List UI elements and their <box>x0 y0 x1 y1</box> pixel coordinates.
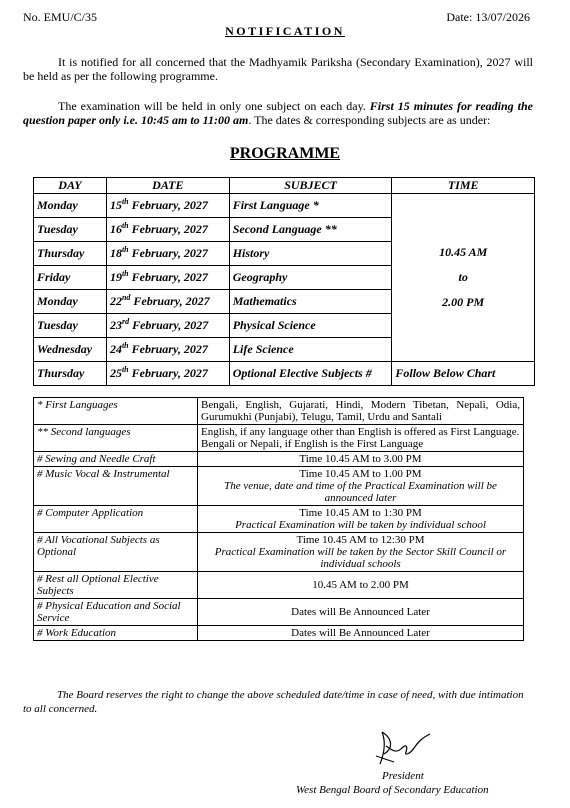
detail-row <box>34 452 524 467</box>
row-date: 25th February, 2027 <box>106 362 229 386</box>
row-time: Follow Below Chart <box>392 362 535 386</box>
detail-label: # All Vocational Subjects as Optional <box>34 533 198 572</box>
row-date: 18th February, 2027 <box>106 242 229 266</box>
signature-image <box>372 724 434 775</box>
intro-paragraph: It is notified for all concerned that the Madhyamik Pariksha (Secondary Examination), 2027 will be held as per the following programme. <box>23 55 533 83</box>
detail-row <box>34 599 524 626</box>
row-subject: Physical Science <box>229 314 392 338</box>
detail-row <box>34 626 524 641</box>
schedule-row <box>34 362 535 386</box>
programme-title: PROGRAMME <box>229 145 341 162</box>
board-note: The Board reserves the right to change the above scheduled date/time in case of need, with due intimation to all concerned. <box>23 689 524 715</box>
row-subject: Life Science <box>229 338 392 362</box>
detail-row <box>34 398 524 425</box>
details-table <box>33 397 524 641</box>
row-subject: Mathematics <box>229 290 392 314</box>
row-subject: Optional Elective Subjects # <box>229 362 392 386</box>
detail-row <box>34 572 524 599</box>
row-date: 16th February, 2027 <box>106 218 229 242</box>
detail-row <box>34 506 524 533</box>
row-day: Friday <box>34 266 107 290</box>
row-day: Tuesday <box>34 314 107 338</box>
exam-info-bold: First 15 minutes for reading the question paper only i.e. 10:45 am to 11:00 am <box>23 99 533 127</box>
reference-number: No. EMU/C/35 <box>23 10 98 24</box>
row-date: 23rd February, 2027 <box>106 314 229 338</box>
exam-info-start: The examination will be held in only one subject on each day. <box>58 99 370 113</box>
detail-label: # Sewing and Needle Craft <box>34 452 198 467</box>
row-subject: History <box>229 242 392 266</box>
row-day: Wednesday <box>34 338 107 362</box>
row-date: 19th February, 2027 <box>106 266 229 290</box>
row-subject: Geography <box>229 266 392 290</box>
row-subject: Second Language ** <box>229 218 392 242</box>
detail-label: # Rest all Optional Elective Subjects <box>34 572 198 599</box>
detail-row <box>34 533 524 572</box>
detail-value: Bengali, English, Gujarati, Hindi, Modern Tibetan, Nepali, Odia, Gurumukhi (Punjabi), Telugu, Tamil, Urdu and Santali <box>198 398 524 425</box>
signatory-organization: West Bengal Board of Secondary Education <box>296 784 489 796</box>
header-subject: SUBJECT <box>229 178 392 194</box>
detail-label: # Work Education <box>34 626 198 641</box>
row-subject: First Language * <box>229 194 392 218</box>
detail-value: Dates will Be Announced Later <box>198 599 524 626</box>
row-day: Thursday <box>34 242 107 266</box>
header-time: TIME <box>392 178 535 194</box>
detail-label: # Music Vocal & Instrumental <box>34 467 198 506</box>
detail-row <box>34 425 524 452</box>
exam-info-paragraph <box>23 99 533 127</box>
header-date: DATE <box>106 178 229 194</box>
signatory-role: President <box>382 770 424 782</box>
schedule-table <box>33 177 535 386</box>
notification-date: Date: 13/07/2026 <box>446 10 530 24</box>
detail-value: Time 10.45 AM to 12:30 PM Practical Examination will be taken by the Sector Skill Council or individual schools <box>198 533 524 572</box>
header-day: DAY <box>34 178 107 194</box>
detail-label: # Computer Application <box>34 506 198 533</box>
detail-label: ** Second languages <box>34 425 198 452</box>
notification-title: NOTIFICATION <box>225 24 345 38</box>
row-date: 22nd February, 2027 <box>106 290 229 314</box>
time-start: 10.45 AM <box>439 245 488 259</box>
time-end: 2.00 PM <box>442 295 485 309</box>
row-day: Monday <box>34 290 107 314</box>
exam-info-end: . The dates & corresponding subjects are as under: <box>248 113 491 127</box>
detail-value: Time 10.45 AM to 1.00 PM The venue, date and time of the Practical Examination will be announced later <box>198 467 524 506</box>
schedule-row <box>34 194 535 218</box>
row-day: Thursday <box>34 362 107 386</box>
detail-value: 10.45 AM to 2.00 PM <box>198 572 524 599</box>
time-cell <box>392 194 535 362</box>
detail-value: Time 10.45 AM to 3.00 PM <box>198 452 524 467</box>
detail-label: * First Languages <box>34 398 198 425</box>
detail-value: Dates will Be Announced Later <box>198 626 524 641</box>
time-to: to <box>458 270 468 284</box>
detail-value: English, if any language other than English is offered as First Language. Bengali or Nepali, if English is the First Language <box>198 425 524 452</box>
row-date: 24th February, 2027 <box>106 338 229 362</box>
row-day: Monday <box>34 194 107 218</box>
detail-label: # Physical Education and Social Service <box>34 599 198 626</box>
row-day: Tuesday <box>34 218 107 242</box>
row-date: 15th February, 2027 <box>106 194 229 218</box>
detail-value: Time 10.45 AM to 1:30 PM Practical Examination will be taken by individual school <box>198 506 524 533</box>
detail-row <box>34 467 524 506</box>
schedule-header-row <box>34 178 535 194</box>
